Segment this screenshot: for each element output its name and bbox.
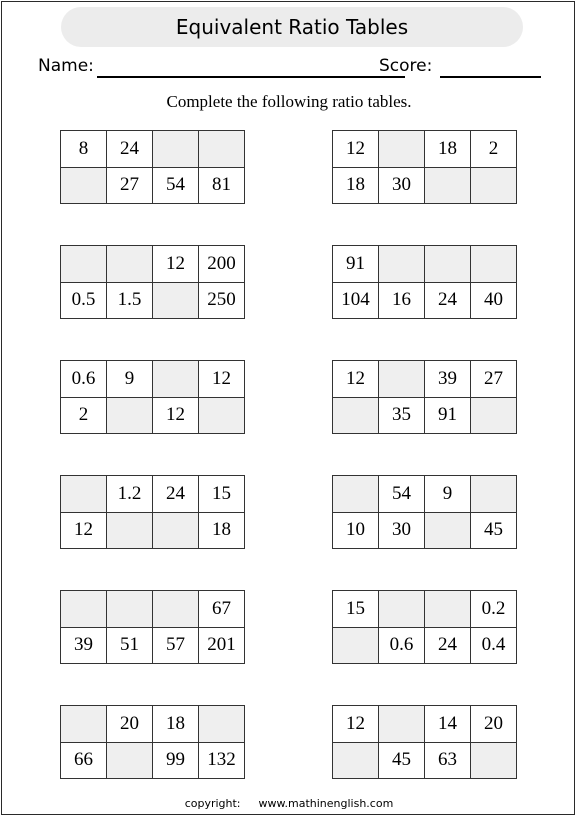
ratio-table xyxy=(332,590,517,664)
ratio-cell: 54 xyxy=(379,476,425,513)
ratio-blank-cell[interactable] xyxy=(471,398,517,435)
ratio-cell: 99 xyxy=(153,743,199,780)
score-label: Score: xyxy=(379,56,433,76)
ratio-blank-cell[interactable] xyxy=(471,743,517,780)
ratio-cell: 132 xyxy=(199,743,245,780)
ratio-blank-cell[interactable] xyxy=(61,246,107,283)
ratio-cell: 250 xyxy=(199,283,245,320)
ratio-blank-cell[interactable] xyxy=(153,361,199,398)
ratio-blank-cell[interactable] xyxy=(471,476,517,513)
ratio-cell: 0.2 xyxy=(471,591,517,628)
ratio-table xyxy=(332,705,517,779)
ratio-cell: 91 xyxy=(425,398,471,435)
ratio-cell: 9 xyxy=(107,361,153,398)
ratio-cell: 201 xyxy=(199,628,245,665)
ratio-cell: 10 xyxy=(333,513,379,550)
ratio-blank-cell[interactable] xyxy=(333,476,379,513)
ratio-blank-cell[interactable] xyxy=(425,591,471,628)
score-field[interactable] xyxy=(440,76,541,78)
ratio-cell: 0.5 xyxy=(61,283,107,320)
ratio-cell: 20 xyxy=(107,706,153,743)
ratio-cell: 45 xyxy=(471,513,517,550)
ratio-table xyxy=(60,130,245,204)
ratio-table xyxy=(60,590,245,664)
ratio-cell: 24 xyxy=(153,476,199,513)
ratio-blank-cell[interactable] xyxy=(471,168,517,205)
ratio-cell: 24 xyxy=(425,283,471,320)
ratio-blank-cell[interactable] xyxy=(107,513,153,550)
ratio-blank-cell[interactable] xyxy=(379,591,425,628)
ratio-blank-cell[interactable] xyxy=(61,706,107,743)
ratio-blank-cell[interactable] xyxy=(425,513,471,550)
ratio-blank-cell[interactable] xyxy=(153,591,199,628)
ratio-blank-cell[interactable] xyxy=(199,706,245,743)
ratio-cell: 2 xyxy=(61,398,107,435)
ratio-table xyxy=(332,245,517,319)
ratio-cell: 27 xyxy=(471,361,517,398)
ratio-blank-cell[interactable] xyxy=(333,398,379,435)
ratio-cell: 45 xyxy=(379,743,425,780)
ratio-cell: 12 xyxy=(333,361,379,398)
ratio-blank-cell[interactable] xyxy=(107,398,153,435)
ratio-blank-cell[interactable] xyxy=(379,131,425,168)
ratio-cell: 14 xyxy=(425,706,471,743)
ratio-blank-cell[interactable] xyxy=(61,476,107,513)
ratio-cell: 1.5 xyxy=(107,283,153,320)
ratio-cell: 2 xyxy=(471,131,517,168)
ratio-cell: 20 xyxy=(471,706,517,743)
ratio-blank-cell[interactable] xyxy=(107,246,153,283)
ratio-blank-cell[interactable] xyxy=(153,283,199,320)
ratio-cell: 104 xyxy=(333,283,379,320)
ratio-cell: 81 xyxy=(199,168,245,205)
ratio-table xyxy=(60,705,245,779)
ratio-table xyxy=(60,475,245,549)
ratio-cell: 0.6 xyxy=(379,628,425,665)
ratio-cell: 30 xyxy=(379,168,425,205)
ratio-cell: 12 xyxy=(61,513,107,550)
ratio-blank-cell[interactable] xyxy=(153,513,199,550)
title-text: Equivalent Ratio Tables xyxy=(175,15,409,39)
ratio-cell: 12 xyxy=(153,398,199,435)
ratio-cell: 67 xyxy=(199,591,245,628)
ratio-cell: 12 xyxy=(333,131,379,168)
ratio-cell: 57 xyxy=(153,628,199,665)
ratio-blank-cell[interactable] xyxy=(61,591,107,628)
ratio-table xyxy=(332,130,517,204)
ratio-cell: 15 xyxy=(333,591,379,628)
ratio-blank-cell[interactable] xyxy=(107,591,153,628)
ratio-cell: 18 xyxy=(153,706,199,743)
footer-url: www.mathinenglish.com xyxy=(258,797,394,810)
ratio-cell: 200 xyxy=(199,246,245,283)
instructions: Complete the following ratio tables. xyxy=(166,92,412,111)
ratio-cell: 18 xyxy=(425,131,471,168)
ratio-cell: 1.2 xyxy=(107,476,153,513)
ratio-blank-cell[interactable] xyxy=(333,628,379,665)
ratio-blank-cell[interactable] xyxy=(61,168,107,205)
ratio-blank-cell[interactable] xyxy=(425,168,471,205)
ratio-cell: 66 xyxy=(61,743,107,780)
student-fields xyxy=(38,56,548,80)
ratio-table xyxy=(332,360,517,434)
ratio-cell: 18 xyxy=(333,168,379,205)
ratio-cell: 39 xyxy=(61,628,107,665)
ratio-cell: 0.4 xyxy=(471,628,517,665)
ratio-table xyxy=(332,475,517,549)
ratio-table xyxy=(60,245,245,319)
ratio-blank-cell[interactable] xyxy=(153,131,199,168)
ratio-cell: 51 xyxy=(107,628,153,665)
ratio-cell: 35 xyxy=(379,398,425,435)
ratio-cell: 16 xyxy=(379,283,425,320)
ratio-blank-cell[interactable] xyxy=(333,743,379,780)
ratio-cell: 15 xyxy=(199,476,245,513)
ratio-cell: 18 xyxy=(199,513,245,550)
footer xyxy=(0,797,578,810)
ratio-cell: 63 xyxy=(425,743,471,780)
ratio-table xyxy=(60,360,245,434)
ratio-cell: 24 xyxy=(425,628,471,665)
ratio-blank-cell[interactable] xyxy=(107,743,153,780)
copyright-label: copyright: xyxy=(184,797,241,810)
ratio-cell: 9 xyxy=(425,476,471,513)
ratio-cell: 12 xyxy=(153,246,199,283)
ratio-cell: 40 xyxy=(471,283,517,320)
ratio-cell: 54 xyxy=(153,168,199,205)
worksheet-title xyxy=(61,7,523,47)
ratio-cell: 24 xyxy=(107,131,153,168)
name-label: Name: xyxy=(38,56,94,76)
ratio-cell: 12 xyxy=(333,706,379,743)
ratio-blank-cell[interactable] xyxy=(199,131,245,168)
ratio-blank-cell[interactable] xyxy=(425,246,471,283)
ratio-blank-cell[interactable] xyxy=(379,246,425,283)
ratio-cell: 0.6 xyxy=(61,361,107,398)
name-field[interactable] xyxy=(97,76,405,78)
ratio-blank-cell[interactable] xyxy=(379,361,425,398)
ratio-cell: 91 xyxy=(333,246,379,283)
ratio-cell: 27 xyxy=(107,168,153,205)
ratio-cell: 30 xyxy=(379,513,425,550)
ratio-blank-cell[interactable] xyxy=(379,706,425,743)
ratio-blank-cell[interactable] xyxy=(199,398,245,435)
ratio-cell: 12 xyxy=(199,361,245,398)
ratio-cell: 8 xyxy=(61,131,107,168)
ratio-cell: 39 xyxy=(425,361,471,398)
ratio-blank-cell[interactable] xyxy=(471,246,517,283)
